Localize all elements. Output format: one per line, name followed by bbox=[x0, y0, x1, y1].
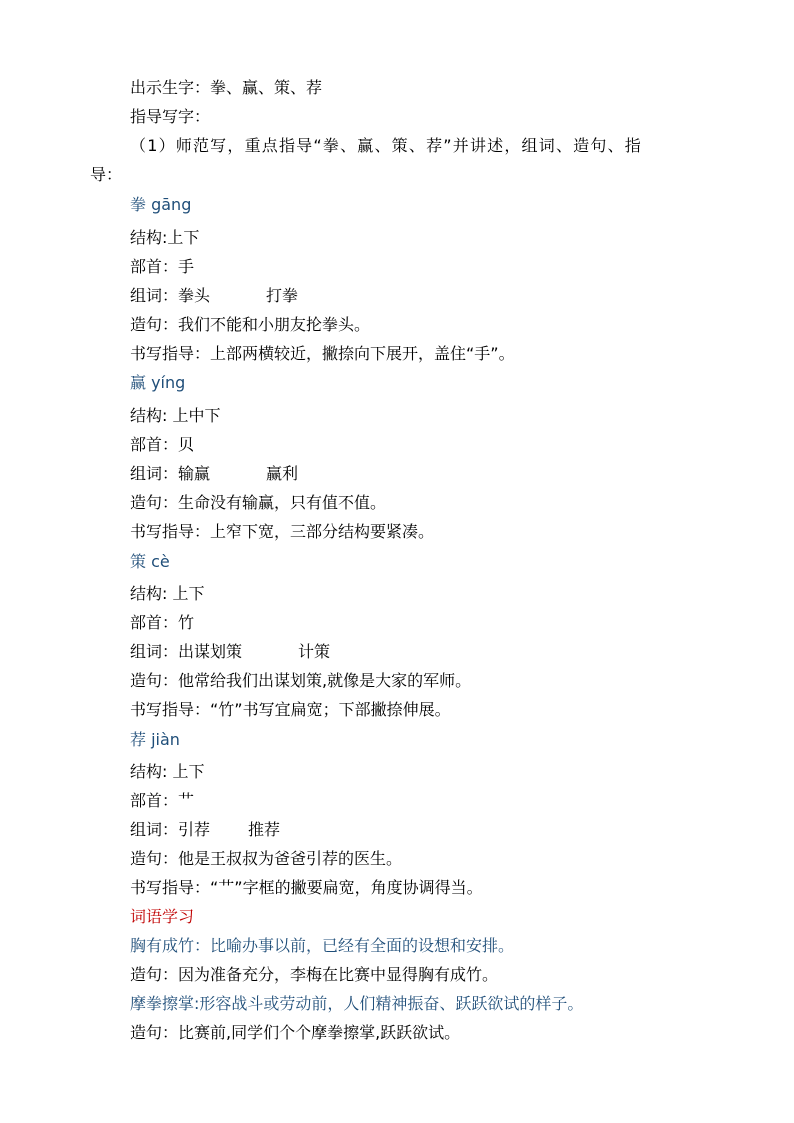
char-sentence: 造句：生命没有输赢，只有值不值。 bbox=[130, 493, 387, 512]
vocab-sentence: 造句：因为准备充分，李梅在比赛中显得胸有成竹。 bbox=[130, 965, 499, 984]
char-sentence: 造句：他常给我们出谋划策,就像是大家的军师。 bbox=[130, 671, 472, 690]
char-heading: 荐 jiàn bbox=[130, 730, 180, 749]
char-structure: 结构: 上中下 bbox=[130, 406, 221, 425]
vocab-item: 胸有成竹：比喻办事以前，已经有全面的设想和安排。 bbox=[130, 936, 515, 955]
char-structure: 结构:上下 bbox=[130, 228, 200, 247]
show-chars-line: 出示生字：拳、赢、策、荐 bbox=[130, 78, 323, 97]
char-words bbox=[130, 283, 298, 309]
char-words-extra: 推荐 bbox=[248, 820, 281, 839]
char-structure: 结构: 上下 bbox=[130, 762, 205, 781]
char-radical: 部首：竹 bbox=[130, 613, 195, 632]
char-structure: 结构: 上下 bbox=[130, 584, 205, 603]
char-sentence: 造句：他是王叔叔为爸爸引荐的医生。 bbox=[130, 849, 403, 868]
char-words-main: 组词：拳头 bbox=[130, 286, 211, 305]
vocab-heading: 词语学习 bbox=[130, 907, 195, 926]
char-radical: 部首：艹 bbox=[130, 791, 195, 810]
char-heading: 赢 yíng bbox=[130, 373, 186, 392]
char-radical: 部首：贝 bbox=[130, 435, 195, 454]
char-heading: 拳 gāng bbox=[130, 195, 192, 214]
guide-writing-line: 指导写字： bbox=[130, 107, 211, 126]
vocab-item: 摩拳擦掌:形容战斗或劳动前，人们精神振奋、跃跃欲试的样子。 bbox=[130, 994, 584, 1013]
char-words-extra: 打拳 bbox=[266, 286, 299, 305]
char-words-extra: 计策 bbox=[298, 642, 331, 661]
char-heading: 策 cè bbox=[130, 552, 170, 571]
char-words-main: 组词：输赢 bbox=[130, 464, 211, 483]
char-radical: 部首：手 bbox=[130, 257, 195, 276]
char-writing-guide: 书写指导：“艹”字框的撇要扁宽，角度协调得当。 bbox=[130, 878, 483, 897]
char-writing-guide: 书写指导：上窄下宽，三部分结构要紧凑。 bbox=[130, 522, 435, 541]
char-words-extra: 赢利 bbox=[266, 464, 299, 483]
char-words bbox=[130, 461, 298, 487]
vocab-sentence: 造句：比赛前,同学们个个摩拳擦掌,跃跃欲试。 bbox=[130, 1023, 461, 1042]
step1-line-cont: 导： bbox=[90, 165, 123, 184]
char-sentence: 造句：我们不能和小朋友抡拳头。 bbox=[130, 315, 371, 334]
char-writing-guide: 书写指导：“竹”书写宜扁宽；下部撇捺伸展。 bbox=[130, 700, 451, 719]
char-writing-guide: 书写指导：上部两横较近，撇捺向下展开，盖住“手”。 bbox=[130, 344, 515, 363]
step1-line: （1）师范写，重点指导“拳、赢、策、荐”并讲述，组词、造句、指 bbox=[130, 136, 642, 155]
char-words-main: 组词：出谋划策 bbox=[130, 642, 243, 661]
char-words bbox=[130, 817, 280, 843]
char-words bbox=[130, 639, 330, 665]
char-words-main: 组词：引荐 bbox=[130, 820, 211, 839]
